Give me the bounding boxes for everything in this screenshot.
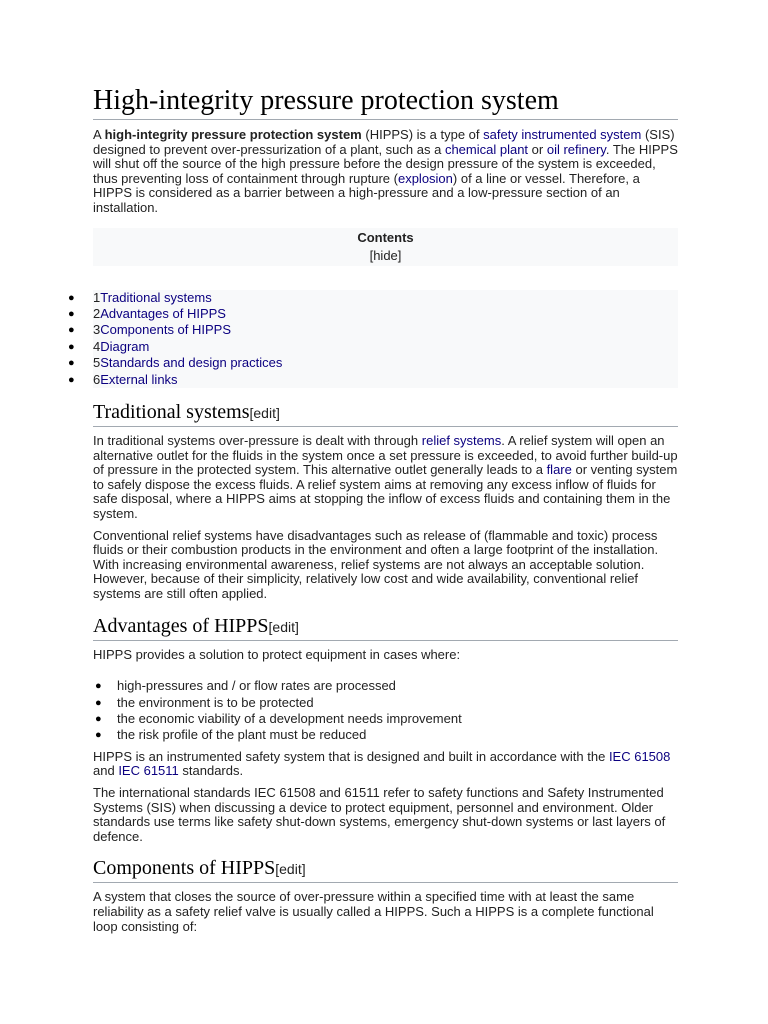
link-safety-instrumented-system[interactable]: safety instrumented system bbox=[483, 127, 642, 142]
paragraph bbox=[93, 750, 678, 779]
toc-link[interactable]: External links bbox=[100, 371, 178, 387]
text: A bbox=[93, 127, 105, 142]
link-relief-systems[interactable]: relief systems bbox=[421, 433, 502, 448]
toc-number: 4 bbox=[93, 338, 101, 354]
heading-text: Traditional systems bbox=[93, 401, 250, 423]
article-content bbox=[68, 84, 678, 934]
list-item-text: the risk profile of the plant must be reduced bbox=[117, 727, 367, 743]
link-explosion[interactable]: explosion bbox=[397, 170, 453, 186]
section-heading-advantages bbox=[93, 614, 678, 641]
toc-link[interactable]: Components of HIPPS bbox=[100, 322, 232, 338]
toc-hide-toggle[interactable]: [hide] bbox=[369, 247, 402, 263]
list-item-text: the economic viability of a development needs improvement bbox=[117, 710, 462, 726]
link-iec-61508[interactable]: IEC 61508 bbox=[608, 748, 671, 764]
list-item bbox=[95, 694, 678, 711]
text: and bbox=[93, 763, 119, 779]
paragraph: The international standards IEC 61508 and 61511 refer to safety functions and Safety Instrumented Systems (SIS) when discussing a device to protect equipment, personnel and environment. Older standards use terms like safety shut-down systems, emergency shut-down systems or last layers of defence. bbox=[93, 784, 666, 844]
toc-item[interactable] bbox=[68, 305, 678, 322]
list-item-text: high-pressures and / or flow rates are processed bbox=[117, 678, 396, 694]
edit-label: [edit] bbox=[275, 861, 306, 878]
toc-item[interactable] bbox=[68, 289, 678, 306]
link-iec-61511[interactable]: IEC 61511 bbox=[118, 763, 179, 779]
text: . A relief system will open an alternative outlet for the fluids in the system once a set pressure is exceeded, to avoid further build-up of pressure in the protected system. This alternative outlet generally leads to a bbox=[93, 433, 678, 478]
bullet-icon: ● bbox=[68, 324, 75, 337]
list-item bbox=[95, 678, 678, 694]
bullet-icon: ● bbox=[68, 307, 75, 320]
edit-link[interactable] bbox=[275, 861, 305, 877]
toc-number: 6 bbox=[93, 371, 101, 387]
toc-number: 5 bbox=[93, 355, 101, 371]
list-item bbox=[95, 727, 678, 743]
intro-paragraph bbox=[93, 128, 678, 216]
toc-link[interactable]: Standards and design practices bbox=[100, 355, 283, 371]
heading-text: Components of HIPPS bbox=[93, 857, 276, 880]
bold-term: high-integrity pressure protection system bbox=[104, 127, 362, 142]
text: or bbox=[528, 141, 547, 157]
edit-link[interactable] bbox=[250, 405, 280, 421]
toc-link[interactable]: Advantages of HIPPS bbox=[100, 305, 226, 321]
section-heading-components bbox=[93, 856, 678, 883]
toc-number: 3 bbox=[93, 322, 101, 338]
bullet-icon: ● bbox=[95, 729, 102, 742]
edit-link[interactable] bbox=[269, 619, 299, 635]
paragraph: Conventional relief systems have disadvantages such as release of (flammable and toxic) process fluids or their combustion products in the environment and often a large footprint of the installation. With increasing environmental awareness, relief systems are not always an acceptable solution. However, because of their simplicity, relatively low cost and wide availability, conventional relief systems are still often applied. bbox=[93, 527, 659, 601]
paragraph: A system that closes the source of over-pressure within a specified time with at least the same reliability as a safety relief valve is usually called a HIPPS. Such a HIPPS is a complete functional loop consisting of: bbox=[93, 889, 654, 934]
bullet-icon: ● bbox=[95, 696, 102, 709]
paragraph: HIPPS provides a solution to protect equipment in cases where: bbox=[93, 646, 461, 662]
link-oil-refinery[interactable]: oil refinery bbox=[546, 141, 606, 157]
toc-header bbox=[93, 228, 678, 266]
edit-label: [edit] bbox=[249, 405, 280, 421]
toc-list bbox=[68, 289, 678, 388]
toc-link[interactable]: Diagram bbox=[100, 338, 150, 354]
text: . The HIPPS will shut off the source of the high pressure before the design pressure of the system is exceeded, thus preventing loss of containment through rupture ( bbox=[93, 141, 678, 186]
link-flare[interactable]: flare bbox=[546, 462, 572, 478]
heading-text: Advantages of HIPPS bbox=[93, 614, 269, 637]
page-title: High-integrity pressure protection system bbox=[93, 84, 678, 120]
toc-number: 1 bbox=[93, 289, 101, 305]
bullet-list bbox=[93, 678, 678, 744]
bullet-icon: ● bbox=[95, 712, 102, 725]
table-of-contents bbox=[93, 228, 678, 266]
text: In traditional systems over-pressure is dealt with through bbox=[93, 433, 422, 448]
toc-number: 2 bbox=[93, 305, 101, 321]
section-heading-traditional-systems bbox=[93, 400, 678, 427]
text: standards. bbox=[178, 763, 244, 779]
text: ) of a line or vessel. Therefore, a HIPPS is considered as a barrier between a high-pressure and a low-pressure section of an installation. bbox=[93, 170, 640, 215]
list-item bbox=[95, 710, 678, 727]
toc-item[interactable] bbox=[68, 322, 678, 338]
text: or venting system to safely dispose the excess fluids. A relief system aims at removing any excess inflow of fluids for safe disposal, where a HIPPS aims at stopping the inflow of excess fluids and containing them in the system. bbox=[93, 462, 678, 521]
text: HIPPS is an instrumented safety system that is designed and built in accordance with the bbox=[93, 748, 609, 764]
text: (SIS) designed to prevent over-pressurization of a plant, such as a bbox=[93, 127, 675, 157]
edit-label: [edit] bbox=[268, 618, 299, 635]
toc-item[interactable] bbox=[68, 355, 678, 371]
toc-title: Contents bbox=[357, 229, 414, 245]
toc-item[interactable] bbox=[68, 371, 678, 388]
bullet-icon: ● bbox=[68, 373, 75, 386]
bullet-icon: ● bbox=[95, 680, 102, 693]
paragraph bbox=[93, 434, 678, 522]
list-item-text: the environment is to be protected bbox=[117, 694, 314, 710]
toc-link[interactable]: Traditional systems bbox=[100, 289, 212, 305]
toc-item[interactable] bbox=[68, 338, 678, 355]
bullet-icon: ● bbox=[68, 291, 75, 304]
link-chemical-plant[interactable]: chemical plant bbox=[444, 141, 529, 157]
bullet-icon: ● bbox=[68, 357, 75, 370]
text: (HIPPS) is a type of bbox=[361, 127, 484, 142]
bullet-icon: ● bbox=[68, 340, 75, 353]
